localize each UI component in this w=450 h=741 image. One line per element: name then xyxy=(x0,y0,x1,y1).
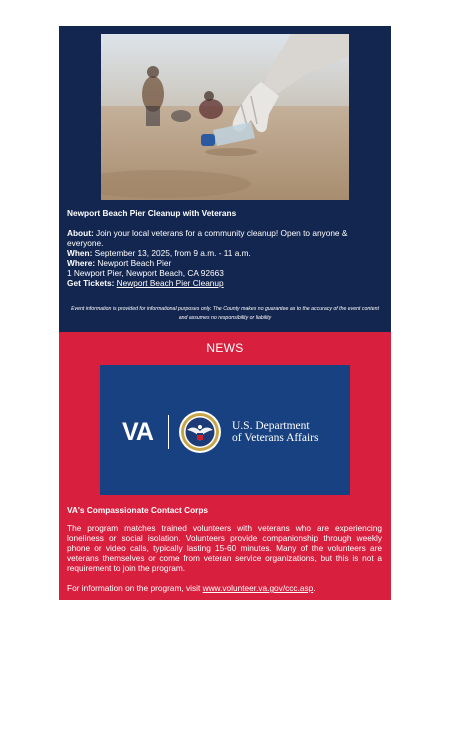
address-line: 1 Newport Pier, Newport Beach, CA 92663 xyxy=(67,268,224,278)
about-label: About: xyxy=(67,228,94,238)
ccc-info-line xyxy=(67,583,383,593)
tickets-line xyxy=(67,278,383,288)
event-section xyxy=(59,26,391,332)
va-dept-line2: of Veterans Affairs xyxy=(232,432,319,444)
news-heading: NEWS xyxy=(206,341,244,355)
where-label: Where: xyxy=(67,258,96,268)
ccc-info-suffix: . xyxy=(313,583,316,593)
ccc-info-prefix: For information on the program, visit xyxy=(67,583,203,593)
event-title: Newport Beach Pier Cleanup with Veterans xyxy=(67,208,237,218)
va-logo-divider xyxy=(168,415,169,449)
ccc-info-link[interactable]: www.volunteer.va.gov/ccc.asp xyxy=(202,583,314,593)
when-line xyxy=(67,248,383,258)
beach-cleanup-photo xyxy=(101,34,349,200)
news-section xyxy=(59,332,391,600)
event-details xyxy=(67,228,383,288)
tickets-link[interactable]: Newport Beach Pier Cleanup xyxy=(116,278,224,288)
about-line xyxy=(67,228,383,248)
where-text: Newport Beach Pier xyxy=(95,258,172,268)
va-logo-mark: VA xyxy=(122,418,153,446)
where-line xyxy=(67,258,383,268)
beach-cleanup-image xyxy=(101,34,349,200)
va-logo-card xyxy=(100,365,350,495)
va-seal-icon xyxy=(178,410,222,454)
about-text: Join your local veterans for a community cleanup! Open to anyone & everyone. xyxy=(67,228,348,248)
ccc-body: The program matches trained volunteers with veterans who are experiencing loneliness or social isolation. Volunteers provide companionship through weekly phone or video calls, typically lasting 15-60 minutes. Many of the volunteers are veterans themselves or come from veteran service organizations, but this is not a requirement to join the program. xyxy=(67,523,382,573)
when-text: September 13, 2025, from 9 a.m. - 11 a.m. xyxy=(92,248,251,258)
when-label: When: xyxy=(67,248,93,258)
va-dept-line1: U.S. Department xyxy=(232,420,310,432)
ccc-title: VA's Compassionate Contact Corps xyxy=(67,505,209,515)
va-department-name xyxy=(232,420,318,444)
event-disclaimer: Event information is provided for informational purposes only. The County makes no guarantee as to the accuracy of the event content and assumes no responsibility or liability xyxy=(71,306,379,321)
tickets-label: Get Tickets: xyxy=(67,278,115,288)
